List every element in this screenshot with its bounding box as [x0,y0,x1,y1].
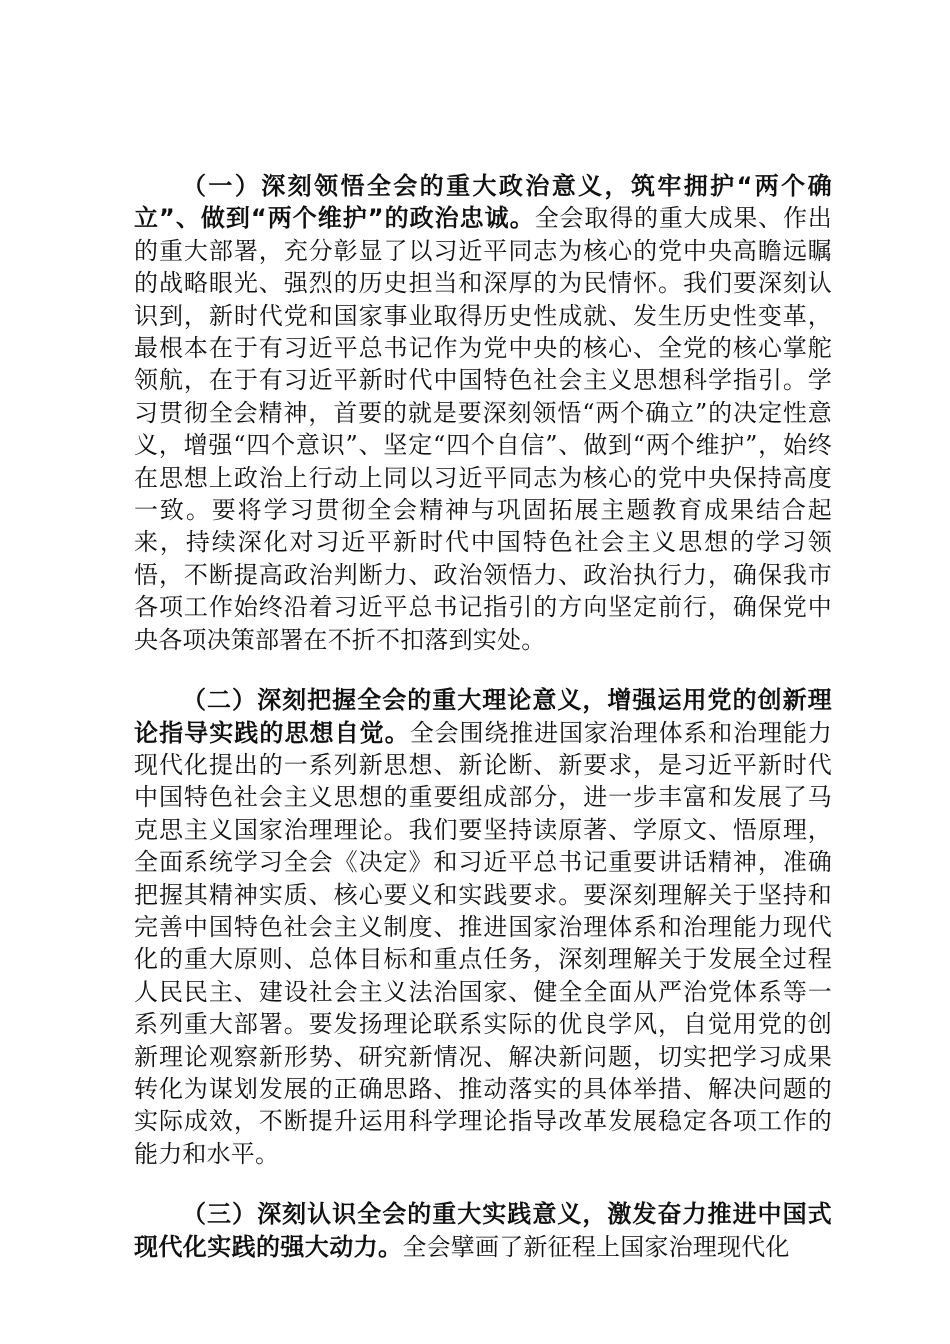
paragraph-3-heading: （三）深刻认识全会的重大实践意义，激发奋力推进中国式现代化实践的强大动力。 [134,1200,832,1261]
paragraph-2-heading: （二）深刻把握全会的重大理论意义，增强运用党的创新理论指导实践的思想自觉。 [134,686,832,747]
paragraph-3 [134,1198,832,1263]
paragraph-1 [134,170,832,656]
paragraph-1-body: 全会取得的重大成果、作出的重大部署，充分彰显了以习近平同志为核心的党中央高瞻远瞩的战略眼光、强烈的历史担当和深厚的为民情怀。我们要深刻认识到，新时代党和国家事业取得历史性成就、发生历史性变革，最根本在于有习近平总书记作为党中央的核心、全党的核心掌舵领航，在于有习近平新时代中国特色社会主义思想科学指引。学习贯彻全会精神，首要的就是要深刻领悟“两个确立”的决定性意义，增强“四个意识”、坚定“四个自信”、做到“两个维护”，始终在思想上政治上行动上同以习近平同志为核心的党中央保持高度一致。要将学习贯彻全会精神与巩固拓展主题教育成果结合起来，持续深化对习近平新时代中国特色社会主义思想的学习领悟，不断提高政治判断力、政治领悟力、政治执行力，确保我市各项工作始终沿着习近平总书记指引的方向坚定前行，确保党中央各项决策部署在不折不扣落到实处。 [134,204,832,654]
paragraph-2 [134,684,832,1170]
paragraph-3-body: 全会擘画了新征程上国家治理现代化 [402,1232,790,1261]
paragraph-2-body: 全会围绕推进国家治理体系和治理能力现代化提出的一系列新思想、新论断、新要求，是习近平新时代中国特色社会主义思想的重要组成部分，进一步丰富和发展了马克思主义国家治理理论。我们要坚持读原著、学原文、悟原理，全面系统学习全会《决定》和习近平总书记重要讲话精神，准确把握其精神实质、核心要义和实践要求。要深刻理解关于坚持和完善中国特色社会主义制度、推进国家治理体系和治理能力现代化的重大原则、总体目标和重点任务，深刻理解关于发展全过程人民民主、建设社会主义法治国家、健全全面从严治党体系等一系列重大部署。要发扬理论联系实际的优良学风，自觉用党的创新理论观察新形势、研究新情况、解决新问题，切实把学习成果转化为谋划发展的正确思路、推动落实的具体举措、解决问题的实际成效，不断提升运用科学理论指导改革发展稳定各项工作的能力和水平。 [134,718,832,1168]
paragraph-1-heading: （一）深刻领悟全会的重大政治意义，筑牢拥护“两个确立”、做到“两个维护”的政治忠诚。 [134,172,832,233]
